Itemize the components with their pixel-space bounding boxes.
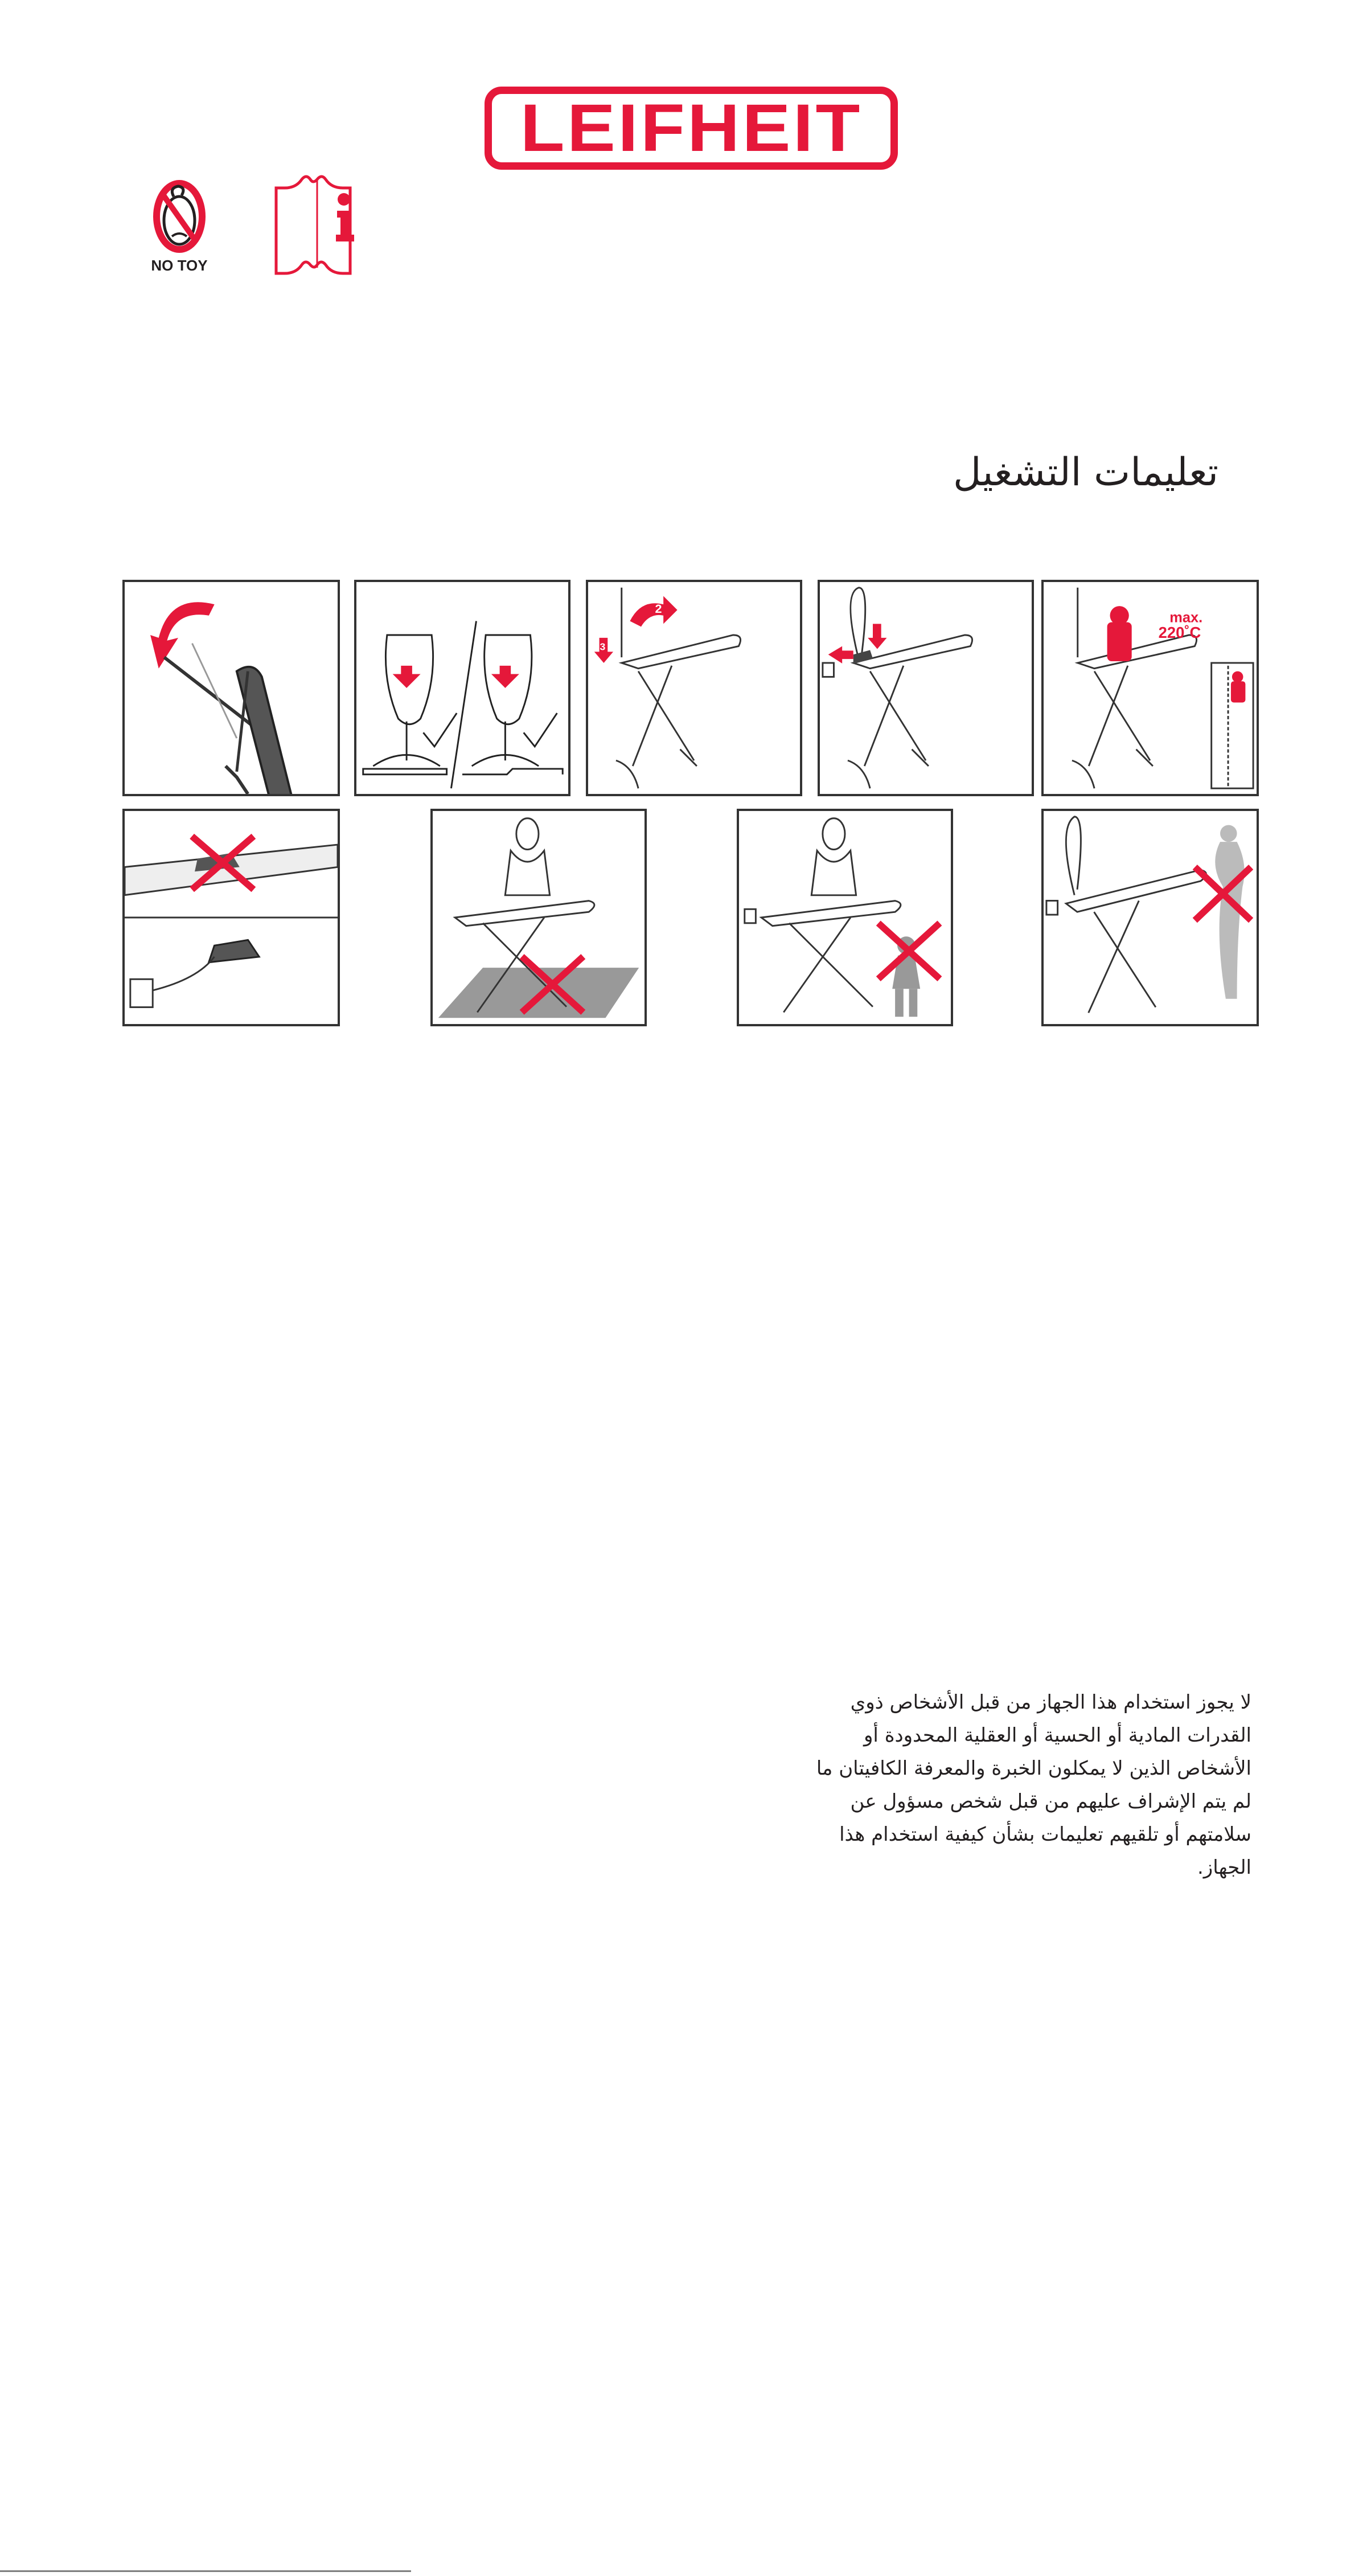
iron-icon (209, 940, 260, 962)
paragraph-line: الجهاز. (1197, 1856, 1251, 1879)
weight-icon (1107, 622, 1132, 661)
panel-unfold-board (122, 580, 340, 796)
logo-text: LEIFHEIT (520, 91, 863, 166)
paragraph-line: لا يجوز استخدام هذا الجهاز من قبل الأشخاص ذوي (850, 1691, 1251, 1714)
panel-adjust-feet (354, 580, 570, 796)
panel-no-iron-on-board (122, 809, 340, 1026)
paragraph-line: لم يتم الإشراف عليهم من قبل شخص مسؤول عن (850, 1790, 1251, 1813)
panel-no-children (737, 809, 953, 1026)
panel-plug-iron (818, 580, 1034, 796)
read-manual-info-icon (274, 174, 400, 276)
leifheit-logo (485, 87, 898, 170)
panel-max-temperature (1041, 580, 1259, 796)
page-title: تعليمات التشغيل (953, 450, 1218, 495)
left-arrow-icon (828, 646, 853, 664)
no-toy-label: NO TOY (151, 257, 208, 274)
down-arrow-icon (868, 624, 886, 649)
rotate-arrow-icon (150, 602, 215, 668)
safety-warning-paragraph (816, 1686, 1251, 1884)
paragraph-line: الأشخاص الذين لا يمكلون الخبرة والمعرفة الكافيتان ما (816, 1757, 1251, 1780)
temperature-label: 220˚C (1158, 623, 1201, 641)
person-figure (1215, 842, 1244, 999)
step-2-label: 2 (655, 601, 662, 616)
paragraph-line: سلامتهم أو تلقيهم تعليمات بشأن كيفية استخدام هذا (839, 1823, 1251, 1846)
paragraph-line: القدرات المادية أو الحسية أو العقلية المحدودة أو (864, 1724, 1251, 1747)
panel-no-uneven-floor (430, 809, 647, 1026)
no-toy-icon (142, 179, 233, 276)
curved-arrow-icon (630, 596, 677, 626)
panel-attach-cord-holder (586, 580, 802, 796)
down-arrow-icon (491, 666, 519, 688)
bottom-divider (0, 2570, 411, 2572)
step-3-label: 3 (600, 641, 606, 653)
down-arrow-icon (393, 666, 421, 688)
max-label: max. (1169, 609, 1203, 626)
panel-no-leaning (1041, 809, 1259, 1026)
